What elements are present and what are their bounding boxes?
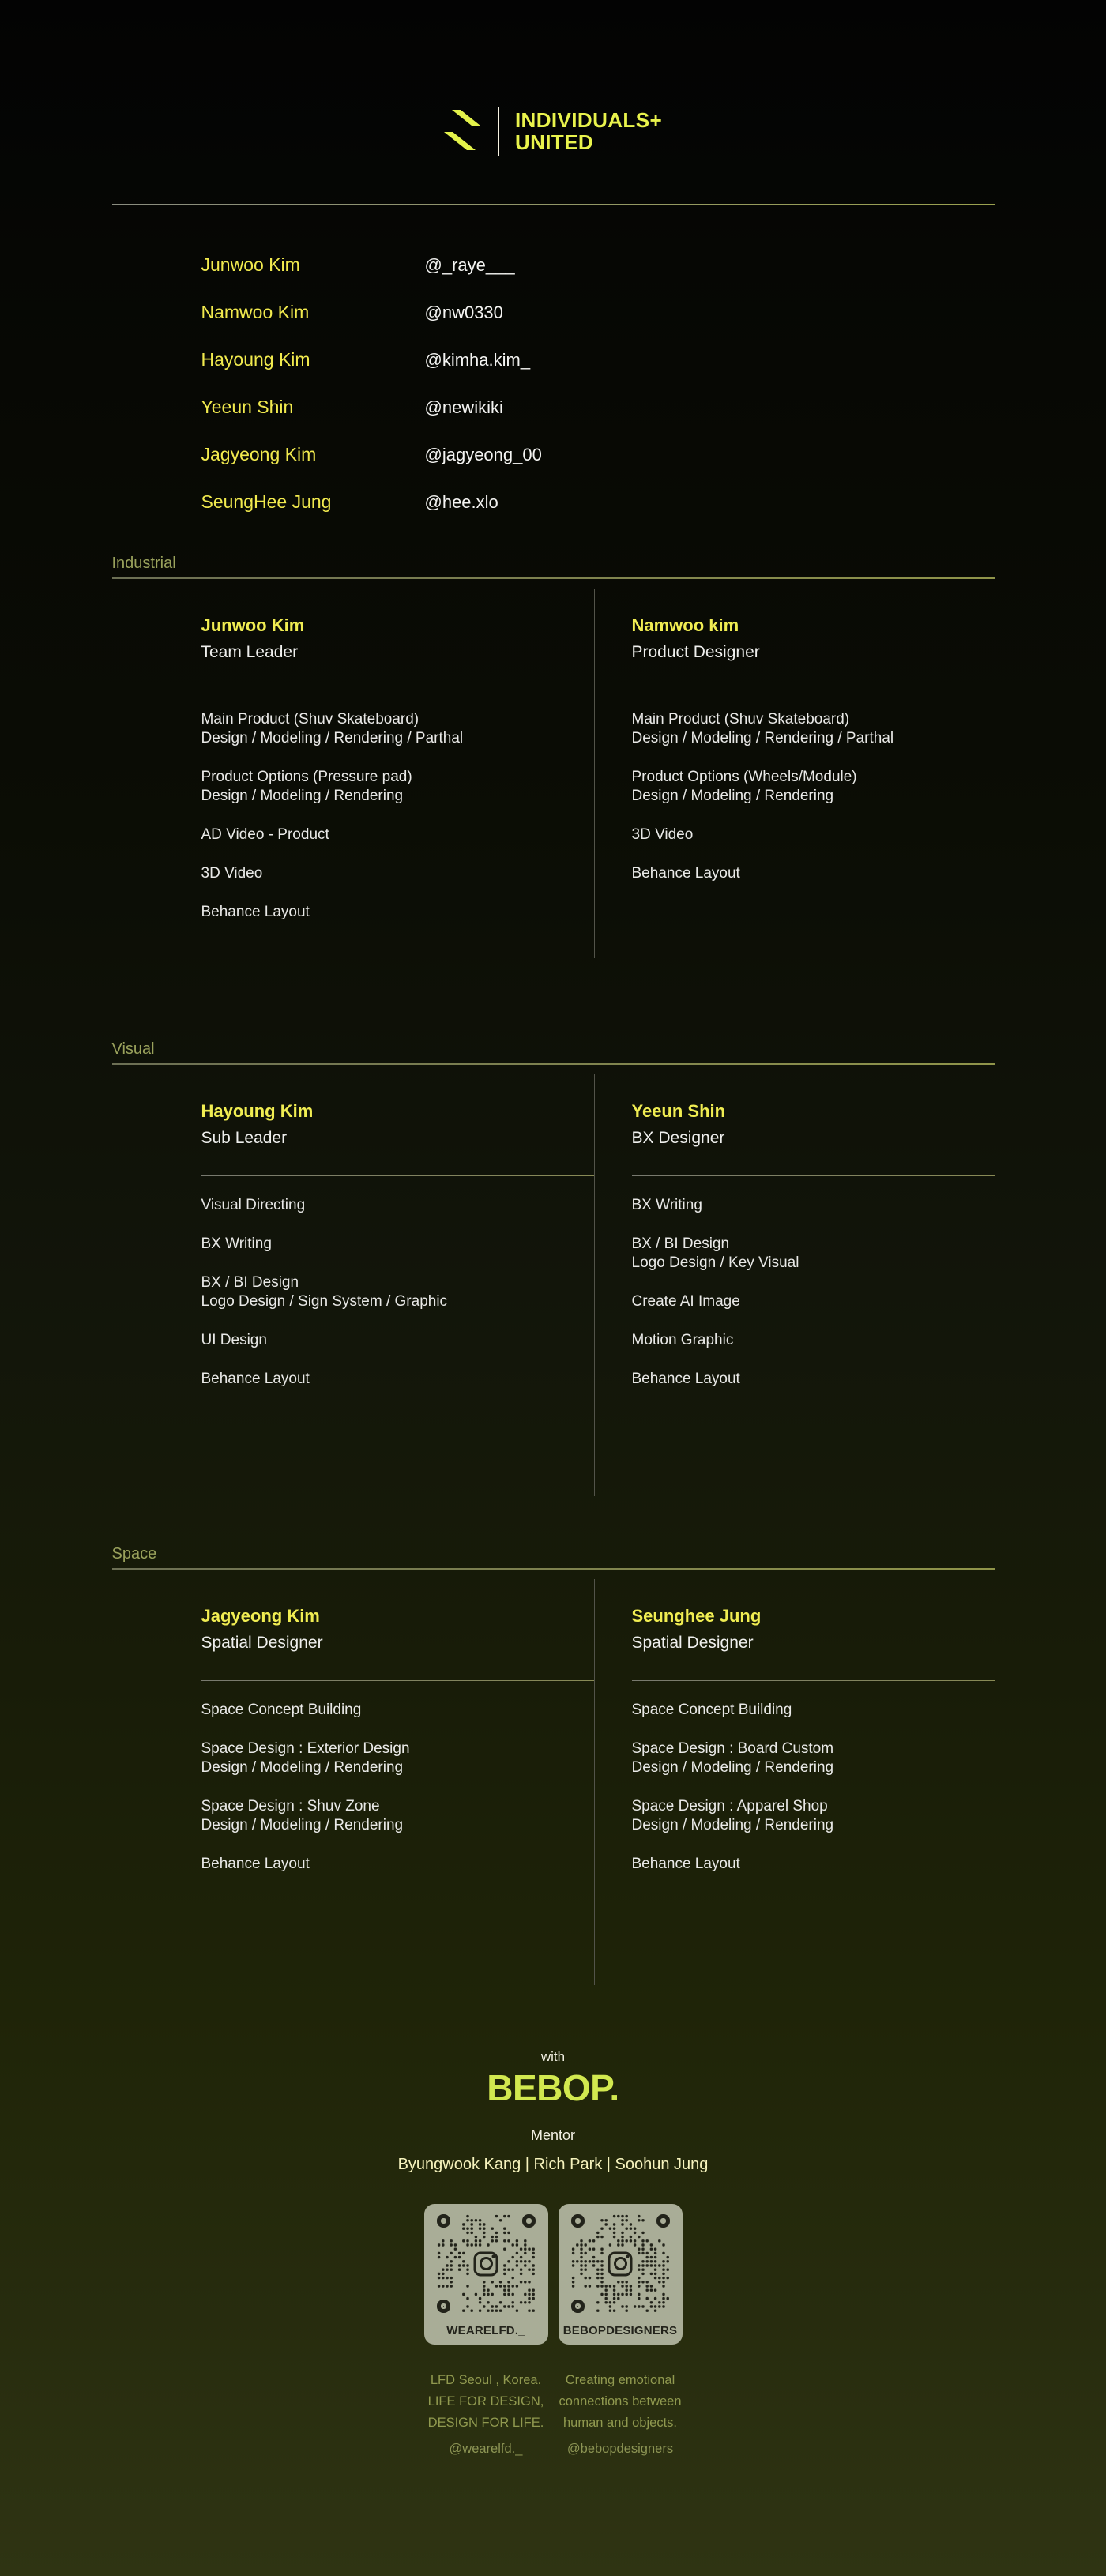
credit-header-rule: [201, 1680, 594, 1681]
task-line: Design / Modeling / Rendering: [631, 788, 834, 804]
member-instagram-handle: @_raye___: [424, 255, 515, 275]
credit-column: [201, 615, 594, 957]
task-line: Space Design : Exterior Design: [201, 1740, 410, 1757]
member-instagram-handle: @kimha.kim_: [424, 350, 531, 370]
member-name: Hayoung Kim: [201, 349, 310, 370]
task-item: [632, 1235, 995, 1273]
task-item: [201, 1797, 594, 1835]
task-line: Main Product (Shuv Skateboard): [631, 711, 850, 728]
task-line: Space Design : Apparel Shop: [631, 1798, 828, 1814]
qr-card-wearelfd: [424, 2204, 548, 2345]
task-item: [632, 864, 995, 883]
member-row: [201, 397, 995, 416]
task-item: [632, 1331, 995, 1350]
task-item: [201, 1701, 594, 1720]
caption-line: LIFE FOR DESIGN,: [427, 2394, 544, 2409]
brand-line-2: UNITED: [514, 130, 594, 154]
section-space: [112, 1544, 995, 1986]
task-item: [201, 903, 594, 922]
task-item: [632, 825, 995, 844]
member-row: [201, 349, 995, 368]
task-line: Product Options (Pressure pad): [201, 769, 412, 785]
section-industrial: [112, 554, 995, 957]
credit-header-rule: [201, 1175, 594, 1176]
task-line: AD Video - Product: [201, 826, 329, 843]
task-line: Behance Layout: [631, 1856, 740, 1872]
credit-column: [201, 1101, 594, 1501]
task-line: Motion Graphic: [631, 1332, 734, 1348]
member-name: Yeeun Shin: [201, 397, 294, 417]
qr-finder-icon: [437, 2214, 450, 2228]
qr-finder-icon: [571, 2214, 585, 2228]
task-item: [201, 1196, 594, 1215]
member-instagram-handle: @jagyeong_00: [424, 445, 542, 464]
credits-page: [112, 0, 995, 2457]
task-list: [201, 1196, 594, 1389]
credit-header-rule: [632, 1175, 995, 1176]
member-name: Junwoo Kim: [201, 254, 300, 275]
mentor-names: Byungwook Kang | Rich Park | Soohun Jung: [397, 2156, 709, 2173]
task-line: Behance Layout: [631, 1371, 740, 1387]
section-body: [112, 615, 995, 957]
qr-finder-icon: [571, 2300, 585, 2313]
section-label: Industrial: [111, 555, 176, 572]
section-rule: [112, 577, 995, 579]
member-row: [201, 254, 995, 273]
task-line: BX / BI Design: [631, 1235, 730, 1252]
partner-logo-text: BEBOP.: [487, 2067, 619, 2108]
task-line: BX Writing: [201, 1235, 272, 1252]
task-list: [632, 1701, 995, 1874]
caption-bebopdesigners: [553, 2370, 687, 2457]
section-label: Visual: [111, 1040, 155, 1058]
section-body: [112, 1101, 995, 1501]
task-line: Main Product (Shuv Skateboard): [201, 711, 419, 728]
task-item: [632, 1797, 995, 1835]
credit-person-name: Yeeun Shin: [631, 1101, 726, 1121]
credit-person-role: BX Designer: [631, 1129, 725, 1147]
credit-header-rule: [632, 1680, 995, 1681]
member-row: [201, 302, 995, 321]
member-name: SeungHee Jung: [201, 491, 332, 512]
credit-person-name: Jagyeong Kim: [201, 1606, 320, 1626]
caption-wearelfd: [419, 2370, 553, 2457]
task-item: [632, 1292, 995, 1311]
task-line: Space Design : Shuv Zone: [201, 1798, 380, 1814]
task-line: Behance Layout: [201, 904, 310, 920]
credit-person-role: Team Leader: [201, 643, 299, 661]
task-item: [201, 710, 594, 748]
qr-finder-icon: [437, 2300, 450, 2313]
caption-instagram-handle: @wearelfd._: [449, 2442, 523, 2456]
caption-instagram-handle: @bebopdesigners: [566, 2442, 674, 2456]
caption-line: Creating emotional: [565, 2373, 675, 2387]
column-divider: [594, 1579, 595, 1985]
brand-logo-icon: [444, 108, 480, 154]
task-item: [201, 864, 594, 883]
member-instagram-handle: @hee.xlo: [424, 492, 498, 512]
task-line: Create AI Image: [631, 1293, 740, 1310]
credit-person-name: Junwoo Kim: [201, 615, 305, 635]
task-line: Space Concept Building: [631, 1702, 792, 1718]
task-item: [632, 710, 995, 748]
task-item: [201, 1370, 594, 1389]
task-item: [201, 1273, 594, 1311]
credit-person-name: Hayoung Kim: [201, 1101, 314, 1121]
member-name: Jagyeong Kim: [201, 444, 317, 464]
qr-finder-icon: [656, 2214, 670, 2228]
task-line: Design / Modeling / Rendering: [201, 1759, 404, 1776]
member-handle-list: [112, 254, 995, 510]
credit-column: [632, 1101, 995, 1501]
task-line: Design / Modeling / Rendering: [631, 1817, 834, 1833]
qr-code: [437, 2214, 536, 2313]
credit-column: [632, 615, 995, 957]
caption-line: DESIGN FOR LIFE.: [427, 2416, 544, 2430]
column-divider: [594, 589, 595, 958]
credit-person-role: Sub Leader: [201, 1129, 288, 1147]
caption-line: connections between: [559, 2394, 682, 2409]
instagram-icon: [608, 2251, 633, 2276]
task-item: [201, 825, 594, 844]
task-line: Product Options (Wheels/Module): [631, 769, 857, 785]
brand-line-1: INDIVIDUALS+: [514, 108, 663, 132]
task-item: [632, 1855, 995, 1874]
task-list: [632, 1196, 995, 1389]
member-instagram-handle: @nw0330: [424, 303, 503, 322]
column-divider: [594, 1074, 595, 1496]
task-list: [201, 1701, 594, 1874]
task-item: [632, 1370, 995, 1389]
task-line: Logo Design / Key Visual: [631, 1254, 799, 1271]
task-line: Space Concept Building: [201, 1702, 362, 1718]
instagram-icon: [474, 2251, 498, 2276]
caption-line: LFD Seoul , Korea.: [430, 2373, 542, 2387]
task-line: Design / Modeling / Rendering / Parthal: [201, 730, 464, 746]
credit-column: [201, 1606, 594, 1986]
brand-header: [112, 95, 995, 167]
section-visual: [112, 1040, 995, 1501]
task-line: Design / Modeling / Rendering / Parthal: [631, 730, 894, 746]
with-label: with: [540, 2049, 566, 2064]
task-line: 3D Video: [631, 826, 694, 843]
footer: [112, 2049, 995, 2457]
task-line: 3D Video: [201, 865, 263, 882]
task-item: [632, 768, 995, 806]
task-list: [632, 710, 995, 883]
qr-card-label: WEARELFD._: [446, 2324, 525, 2337]
task-item: [632, 1196, 995, 1215]
task-line: UI Design: [201, 1332, 267, 1348]
task-line: Behance Layout: [631, 865, 740, 882]
task-item: [201, 1739, 594, 1777]
task-line: Design / Modeling / Rendering: [201, 788, 404, 804]
section-rule: [112, 1063, 995, 1065]
qr-captions: [112, 2370, 995, 2457]
member-name: Namwoo Kim: [201, 302, 310, 322]
task-line: Behance Layout: [201, 1371, 310, 1387]
header-rule: [112, 204, 995, 205]
credit-person-role: Spatial Designer: [201, 1634, 323, 1652]
task-item: [632, 1739, 995, 1777]
task-item: [632, 1701, 995, 1720]
member-row: [201, 491, 995, 510]
task-item: [201, 1855, 594, 1874]
qr-card-label: BEBOPDESIGNERS: [562, 2324, 678, 2337]
brand-name: [515, 109, 662, 153]
credit-person-name: Seunghee Jung: [631, 1606, 762, 1626]
task-line: Logo Design / Sign System / Graphic: [201, 1293, 448, 1310]
qr-card-row: [112, 2204, 995, 2345]
mentor-label: Mentor: [530, 2127, 576, 2143]
qr-code: [571, 2214, 670, 2313]
logo-divider: [498, 107, 499, 156]
task-line: Behance Layout: [201, 1856, 310, 1872]
task-line: Design / Modeling / Rendering: [201, 1817, 404, 1833]
section-rule: [112, 1568, 995, 1570]
task-item: [201, 1235, 594, 1254]
credit-person-name: Namwoo kim: [631, 615, 739, 635]
qr-finder-icon: [522, 2214, 536, 2228]
task-item: [201, 1331, 594, 1350]
task-line: BX Writing: [631, 1197, 702, 1213]
member-row: [201, 444, 995, 463]
task-line: BX / BI Design: [201, 1274, 299, 1291]
qr-card-bebopdesigners: [559, 2204, 683, 2345]
task-line: Design / Modeling / Rendering: [631, 1759, 834, 1776]
task-list: [201, 710, 594, 922]
credit-person-role: Spatial Designer: [631, 1634, 754, 1652]
section-body: [112, 1606, 995, 1986]
section-label: Space: [111, 1545, 157, 1563]
task-line: Visual Directing: [201, 1197, 306, 1213]
credit-person-role: Product Designer: [631, 643, 760, 661]
task-line: Space Design : Board Custom: [631, 1740, 834, 1757]
task-item: [201, 768, 594, 806]
credit-column: [632, 1606, 995, 1986]
caption-line: human and objects.: [562, 2416, 677, 2430]
member-instagram-handle: @newikiki: [424, 397, 503, 417]
